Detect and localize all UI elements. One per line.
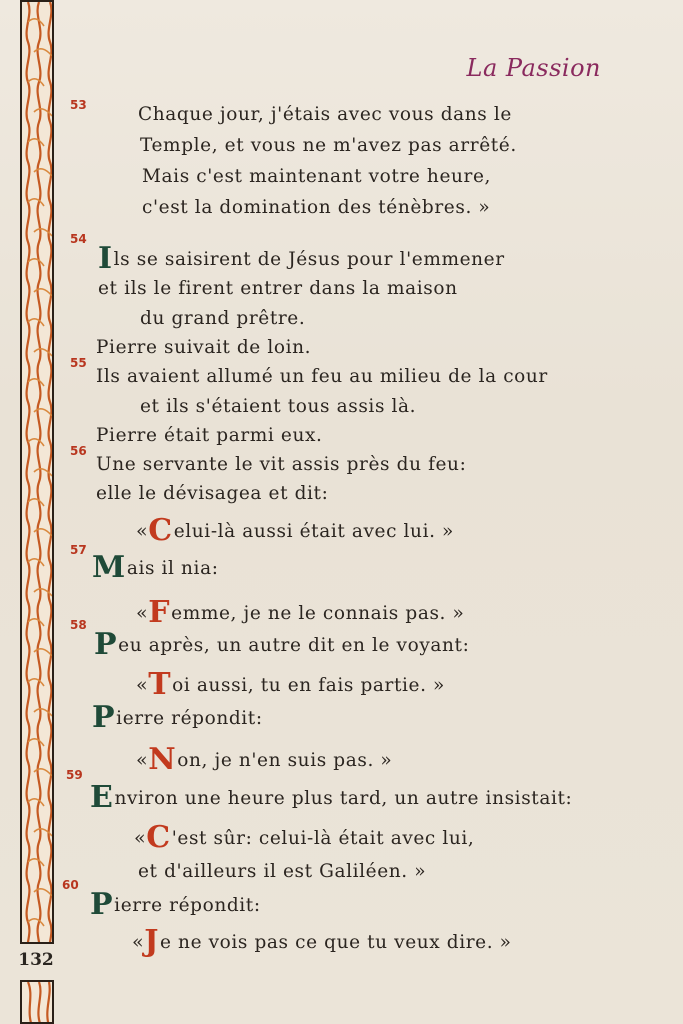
text-line: Mais il nia: (92, 550, 219, 585)
drop-cap-initial: T (148, 667, 172, 702)
page-number: 132 (18, 950, 54, 970)
drop-cap-initial: I (98, 241, 113, 276)
text-line: et ils le firent entrer dans la maison (98, 278, 458, 299)
border-vine (38, 2, 41, 944)
decorative-border-lower (20, 980, 54, 1024)
text-line: et ils s'étaient tous assis là. (140, 396, 417, 417)
quoted-speech: «C'est sûr: celui-là était avec lui, (134, 820, 475, 855)
text-line: Chaque jour, j'étais avec vous dans le (138, 104, 512, 125)
verse-number: 57 (70, 543, 87, 557)
quoted-speech: «Celui-là aussi était avec lui. » (136, 513, 454, 548)
verse-number: 55 (70, 356, 87, 370)
verse-number: 54 (70, 232, 87, 246)
text-line: Ils avaient allumé un feu au milieu de la cour (96, 366, 548, 387)
text-line: Une servante le vit assis près du feu: (96, 454, 467, 475)
drop-cap-initial: E (90, 780, 114, 815)
verse-number: 58 (70, 618, 87, 632)
drop-cap-initial: J (144, 924, 160, 959)
border-leaf (28, 919, 52, 944)
text-line: Pierre était parmi eux. (96, 425, 323, 446)
quoted-speech: «Femme, je ne le connais pas. » (136, 595, 465, 630)
drop-cap-initial: P (92, 700, 116, 735)
drop-cap-initial: P (90, 887, 114, 922)
verse-number: 56 (70, 444, 87, 458)
text-line: Pierre répondit: (92, 700, 263, 735)
drop-cap-initial: P (94, 627, 118, 662)
border-pattern (22, 2, 54, 944)
drop-cap-initial: N (148, 742, 177, 777)
drop-cap-initial: M (92, 550, 126, 585)
text-line: Temple, et vous ne m'avez pas arrêté. (140, 135, 517, 156)
verse-number: 60 (62, 878, 79, 892)
text-line: Pierre répondit: (90, 887, 261, 922)
drop-cap-initial: C (148, 513, 173, 548)
text-line: elle le dévisagea et dit: (96, 483, 329, 504)
text-line: Peu après, un autre dit en le voyant: (94, 627, 470, 662)
decorative-border (20, 0, 54, 944)
text-line: Environ une heure plus tard, un autre insistait: (90, 780, 573, 815)
text-line: et d'ailleurs il est Galiléen. » (138, 861, 427, 882)
verse-number: 59 (66, 768, 83, 782)
quoted-speech: «Non, je n'en suis pas. » (136, 742, 393, 777)
verse-number: 53 (70, 98, 87, 112)
text-line: c'est la domination des ténèbres. » (142, 197, 491, 218)
quoted-speech: «Toi aussi, tu en fais partie. » (136, 667, 445, 702)
text-line: Ils se saisirent de Jésus pour l'emmener (98, 241, 505, 276)
text-line: Mais c'est maintenant votre heure, (142, 166, 491, 187)
running-title: La Passion (466, 54, 601, 82)
border-vine (27, 2, 30, 944)
quoted-speech: «Je ne vois pas ce que tu veux dire. » (132, 924, 512, 959)
text-line: Pierre suivait de loin. (96, 337, 312, 358)
drop-cap-initial: F (148, 595, 171, 630)
border-pattern-lower (22, 982, 54, 1024)
text-line: du grand prêtre. (140, 308, 306, 329)
drop-cap-initial: C (146, 820, 171, 855)
